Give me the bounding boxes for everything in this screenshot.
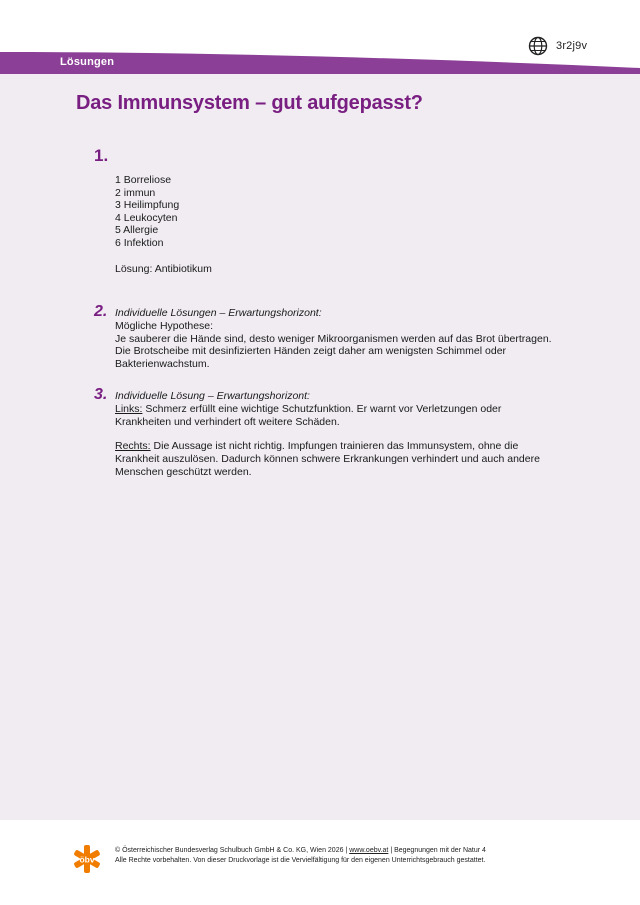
list-item: 2 immun <box>115 186 156 199</box>
list-item: 4 Leukocyten <box>115 211 178 224</box>
task-3-line: Krankheit auszulösen. Dadurch können schwere Erkrankungen verhindert und auch andere <box>115 453 540 466</box>
task-1-list <box>115 174 179 250</box>
section-label: Lösungen <box>60 56 115 68</box>
task-2-line: Mögliche Hypothese: <box>115 319 214 332</box>
copyright-line-1: © Österreichischer Bundesverlag Schulbuch GmbH & Co. KG, Wien 2026 | www.oebv.at | Begegnungen mit der Natur 4 <box>115 847 486 854</box>
rechts-text: Die Aussage ist nicht richtig. Impfungen trainieren das Immunsystem, ohne die <box>150 440 519 453</box>
logo-text: öbv <box>79 854 95 865</box>
task-3-heading: Individuelle Lösung – Erwartungshorizont: <box>115 390 310 402</box>
task-2-text <box>115 307 575 371</box>
task-3-links-paragraph <box>115 403 575 416</box>
list-item: 3 Heilimpfung <box>115 199 180 212</box>
copyright-line-2: Alle Rechte vorbehalten. Von dieser Druckvorlage ist die Vervielfältigung für den eigenen Unterrichtsgebrauch gestattet. <box>115 857 486 864</box>
task-2-heading: Individuelle Lösungen – Erwartungshorizont: <box>115 307 322 319</box>
task-3-rechts-paragraph <box>115 440 575 453</box>
task-3-line: Krankheiten und verhindert oft weitere Schäden. <box>115 415 340 428</box>
links-label: Links: <box>115 402 143 415</box>
task-2-number: 2. <box>94 303 108 320</box>
copyright <box>115 846 486 866</box>
oebv-logo <box>72 844 102 874</box>
task-1-number: 1. <box>94 146 109 165</box>
rechts-label: Rechts: <box>115 440 151 453</box>
task-2-line: Die Brotscheibe mit desinfizierten Händen zeigt daher am wenigsten Schimmel oder <box>115 345 507 358</box>
page-title: Das Immunsystem – gut aufgepasst? <box>76 92 423 114</box>
online-code-text: 3r2j9v <box>556 40 588 52</box>
task-2-line: Je sauberer die Hände sind, desto weniger Mikroorganismen werden auf das Brot übertragen. <box>115 332 552 345</box>
links-text: Schmerz erfüllt eine wichtige Schutzfunktion. Er warnt vor Verletzungen oder <box>142 402 502 415</box>
publisher-link[interactable]: www.oebv.at <box>349 847 389 854</box>
list-item: 5 Allergie <box>115 224 159 237</box>
task-3-text <box>115 390 575 479</box>
list-item: 1 Borreliose <box>115 174 172 186</box>
task-2-line: Bakterienwachstum. <box>115 358 210 371</box>
list-item: 6 Infektion <box>115 236 164 249</box>
task-3-number: 3. <box>94 386 108 403</box>
task-1-solution: Lösung: Antibiotikum <box>115 263 212 275</box>
task-3-line: Menschen geschützt werden. <box>115 465 252 478</box>
